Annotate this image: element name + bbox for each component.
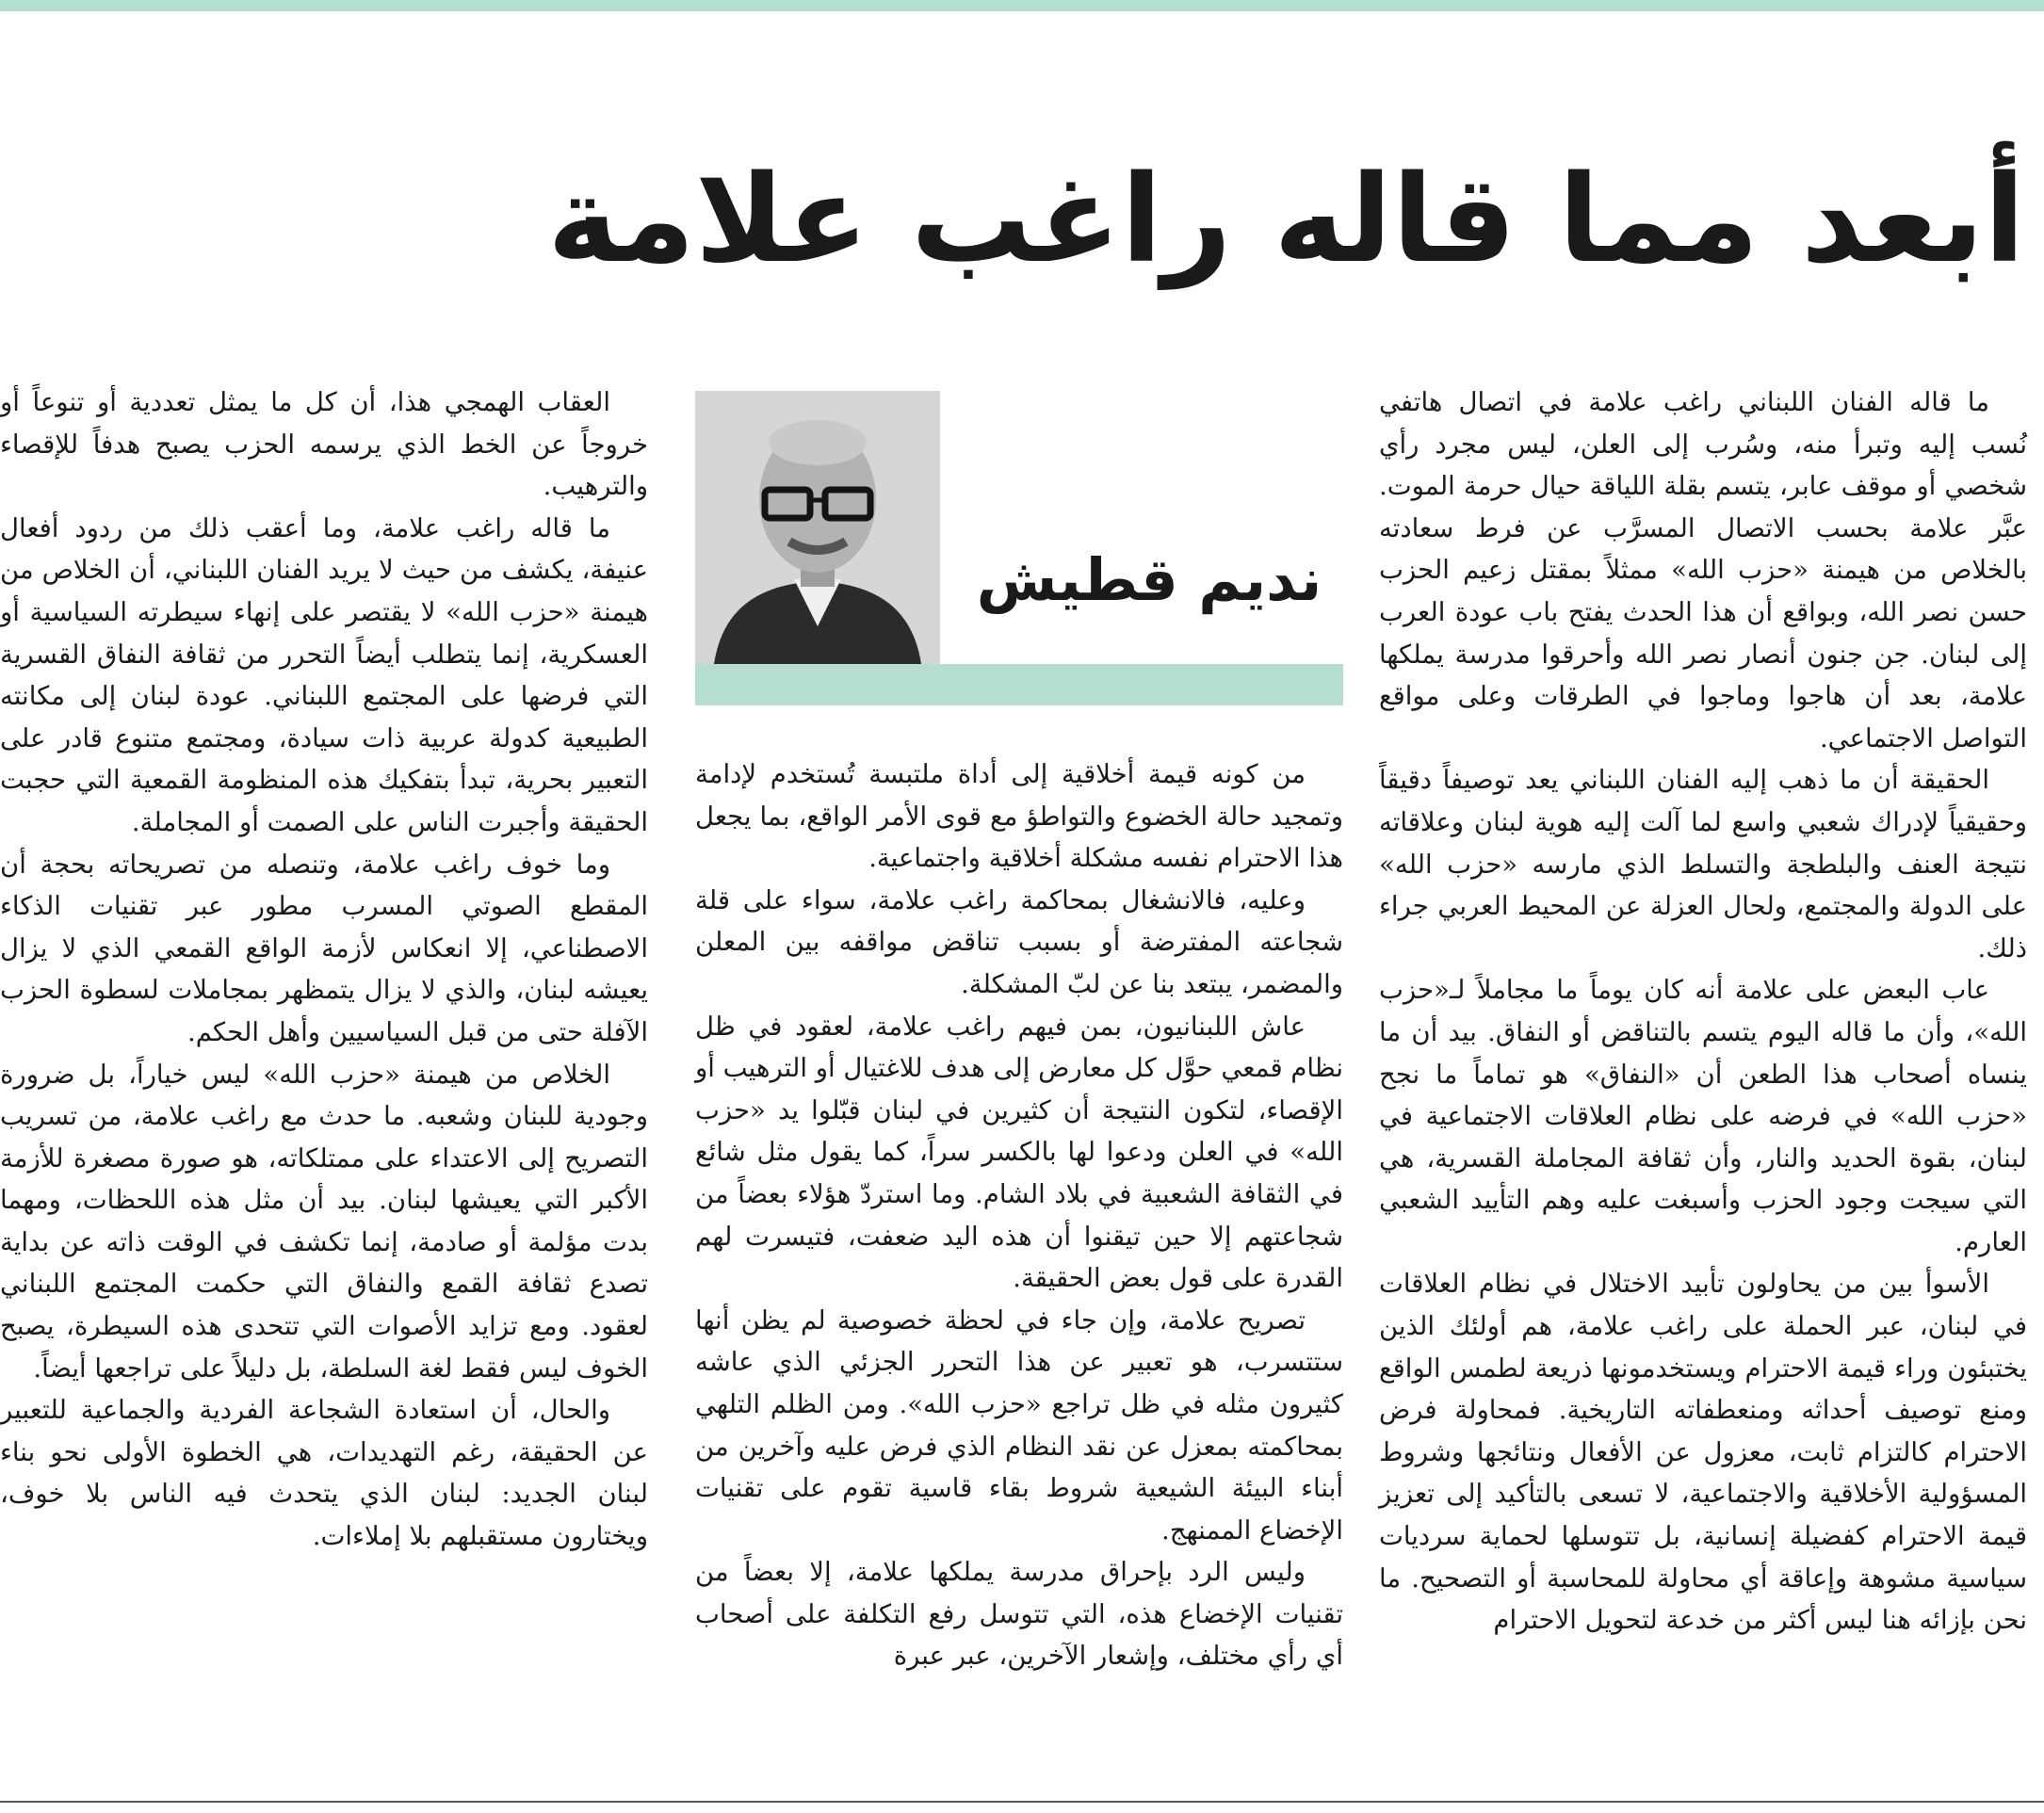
paragraph: ما قاله الفنان اللبناني راغب علامة في اتصال هاتفي نُسب إليه وتبرأ منه، وسُرب إلى العلن، ليس مجرد رأي شخصي أو موقف عابر، يتسم بقلة اللياقة حيال حرمة الموت. عبَّر علامة بحسب الاتصال المسرَّب عن فرط سعادته بالخلاص من هيمنة «حزب الله» ممثلاً بمقتل زعيم الحزب حسن نصر الله، وبواقع أن هذا الحدث يفتح باب عودة العرب إلى لبنان. جن جنون أنصار نصر الله وأحرقوا مدرسة يملكها علامة، بعد أن هاجوا وماجوا في الطرقات وعلى مواقع التواصل الاجتماعي. [1379, 387, 2027, 753]
article-column-left [0, 381, 648, 1813]
paragraph: الخلاص من هيمنة «حزب الله» ليس خياراً، بل ضرورة وجودية للبنان وشعبه. ما حدث مع راغب علامة، من تسريب التصريح إلى الاعتداء على ممتلكاته، هو صورة مصغرة للأزمة الأكبر التي يعيشها لبنان. بيد أن مثل هذه اللحظات، ومهما بدت مؤلمة أو صادمة، إنما تكشف في الوقت ذاته عن بداية تصدع ثقافة القمع والنفاق التي حكمت المجتمع اللبناني لعقود. ومع تزايد الأصوات التي تتحدى هذه السيطرة، يصبح الخوف ليس فقط لغة السلطة، بل دليلاً على تراجعها أيضاً. [0, 1059, 648, 1384]
author-photo [695, 391, 940, 664]
paragraph: والحال، أن استعادة الشجاعة الفردية والجماعية للتعبير عن الحقيقة، رغم التهديدات، هي الخطوة الأولى نحو بناء لبنان الجديد: لبنان الذي يتحدث فيه الناس بلا خوف، ويختارون مستقبلهم بلا إملاءات. [0, 1395, 648, 1552]
paragraph: وليس الرد بإحراق مدرسة يملكها علامة، إلا بعضاً من تقنيات الإخضاع هذه، التي تتوسل رفع التكلفة على أصحاب أي رأي مختلف، وإشعار الآخرين، عبر عبرة [695, 1557, 1343, 1672]
paragraph: ما قاله راغب علامة، وما أعقب ذلك من ردود أفعال عنيفة، يكشف من حيث لا يريد الفنان اللبناني، أن الخلاص من هيمنة «حزب الله» لا يقتصر على إنهاء سيطرته السياسية أو العسكرية، إنما يتطلب أيضاً التحرر من ثقافة النفاق القسرية التي فرضها على المجتمع اللبناني. عودة لبنان إلى مكانته الطبيعية كدولة عربية ذات سيادة، ومجتمع متنوع قادر على التعبير بحرية، تبدأ بتفكيك هذه المنظومة القمعية التي حجبت الحقيقة وأجبرت الناس على الصمت أو المجاملة. [0, 512, 648, 837]
paragraph: العقاب الهمجي هذا، أن كل ما يمثل تعددية أو تنوعاً أو خروجاً عن الخط الذي يرسمه الحزب يصبح هدفاً للإقصاء والترهيب. [0, 387, 648, 502]
author-name: نديم قطيش [976, 545, 1322, 614]
paragraph: من كونه قيمة أخلاقية إلى أداة ملتبسة تُستخدم لإدامة وتمجيد حالة الخضوع والتواطؤ مع قوى الأمر الواقع، بما يجعل هذا الاحترام نفسه مشكلة أخلاقية واجتماعية. [695, 759, 1343, 874]
bottom-divider [0, 1801, 2044, 1803]
article-column-middle [695, 753, 1343, 1808]
paragraph: عاش اللبنانيون، بمن فيهم راغب علامة، لعقود في ظل نظام قمعي حوَّل كل معارض إلى هدف للاغتيال أو الترهيب أو الإقصاء، لتكون النتيجة أن كثيرين في لبنان قبّلوا يد «حزب الله» في العلن ودعوا لها بالكسر سراً، كما يقول مثل شائع في الثقافة الشعبية في بلاد الشام. وما استردّ هؤلاء بعضاً من شجاعتهم إلا حين تيقنوا أن هذه اليد ضعفت، فتيسرت لهم القدرة على قول بعض الحقيقة. [695, 1011, 1343, 1294]
paragraph: تصريح علامة، وإن جاء في لحظة خصوصية لم يظن أنها ستتسرب، هو تعبير عن هذا التحرر الجزئي الذي عاشه كثيرون مثله في ظل تراجع «حزب الله». ومن الظلم التلهي بمحاكمته بمعزل عن نقد النظام الذي فرض عليه وآخرين من أبناء البيئة الشيعية شروط بقاء قاسية تقوم على تقنيات الإخضاع الممنهج. [695, 1304, 1343, 1546]
paragraph: وعليه، فالانشغال بمحاكمة راغب علامة، سواء على قلة شجاعته المفترضة أو بسبب تناقض مواقفه بين المعلن والمضمر، يبتعد بنا عن لبّ المشكلة. [695, 884, 1343, 999]
byline-accent-bar [695, 664, 1343, 705]
author-portrait-icon [695, 391, 940, 664]
article-column-right [1379, 381, 2027, 1813]
paragraph: الأسوأ بين من يحاولون تأبيد الاختلال في نظام العلاقات في لبنان، عبر الحملة على راغب علامة، هم أولئك الذين يختبئون وراء قيمة الاحترام ويستخدمونها ذريعة لطمس الواقع ومنع توصيف أحداثه ومنعطفاته التاريخية. فمحاولة فرض الاحترام كالتزام ثابت، معزول عن الأفعال ونتائجها وشروط المسؤولية الأخلاقية والاجتماعية، لا تسعى بالتأكيد إلى تعزيز قيمة الاحترام كفضيلة إنسانية، بل تتوسلها لحماية سرديات سياسية مشوهة وإعاقة أي محاولة للمحاسبة أو التصحيح. ما نحن بإزائه هنا ليس أكثر من خدعة لتحويل الاحترام [1379, 1269, 2027, 1636]
paragraph: عاب البعض على علامة أنه كان يوماً ما مجاملاً لـ«حزب الله»، وأن ما قاله اليوم يتسم بالتناقض أو النفاق. بيد أن ما ينساه أصحاب هذا الطعن أن «النفاق» هو تماماً ما نجح «حزب الله» في فرضه على نظام العلاقات الاجتماعية في لبنان، بقوة الحديد والنار، وأن ثقافة المجاملة القسرية، هي التي سيجت وجود الحزب وأسبغت عليه وهم التأييد الشعبي العارم. [1379, 975, 2027, 1257]
paragraph: وما خوف راغب علامة، وتنصله من تصريحاته بحجة أن المقطع الصوتي المسرب مطور عبر تقنيات الذكاء الاصطناعي، إلا انعكاس لأزمة الواقع القمعي الذي لا يزال يعيشه لبنان، والذي لا يزال يتمظهر بمجاملات لسطوة الحزب الآفلة حتى من قبل السياسيين وأهل الحكم. [0, 849, 648, 1047]
article-headline: أبعد مما قاله راغب علامة [546, 150, 2025, 290]
paragraph: الحقيقة أن ما ذهب إليه الفنان اللبناني يعد توصيفاً دقيقاً وحقيقياً لإدراك شعبي واسع لما آلت إليه هوية لبنان وعلاقاته نتيجة العنف والبلطجة والتسلط الذي مارسه «حزب الله» على الدولة والمجتمع، ولحال العزلة عن المحيط العربي جراء ذلك. [1379, 765, 2027, 963]
top-accent-bar [0, 0, 2044, 11]
